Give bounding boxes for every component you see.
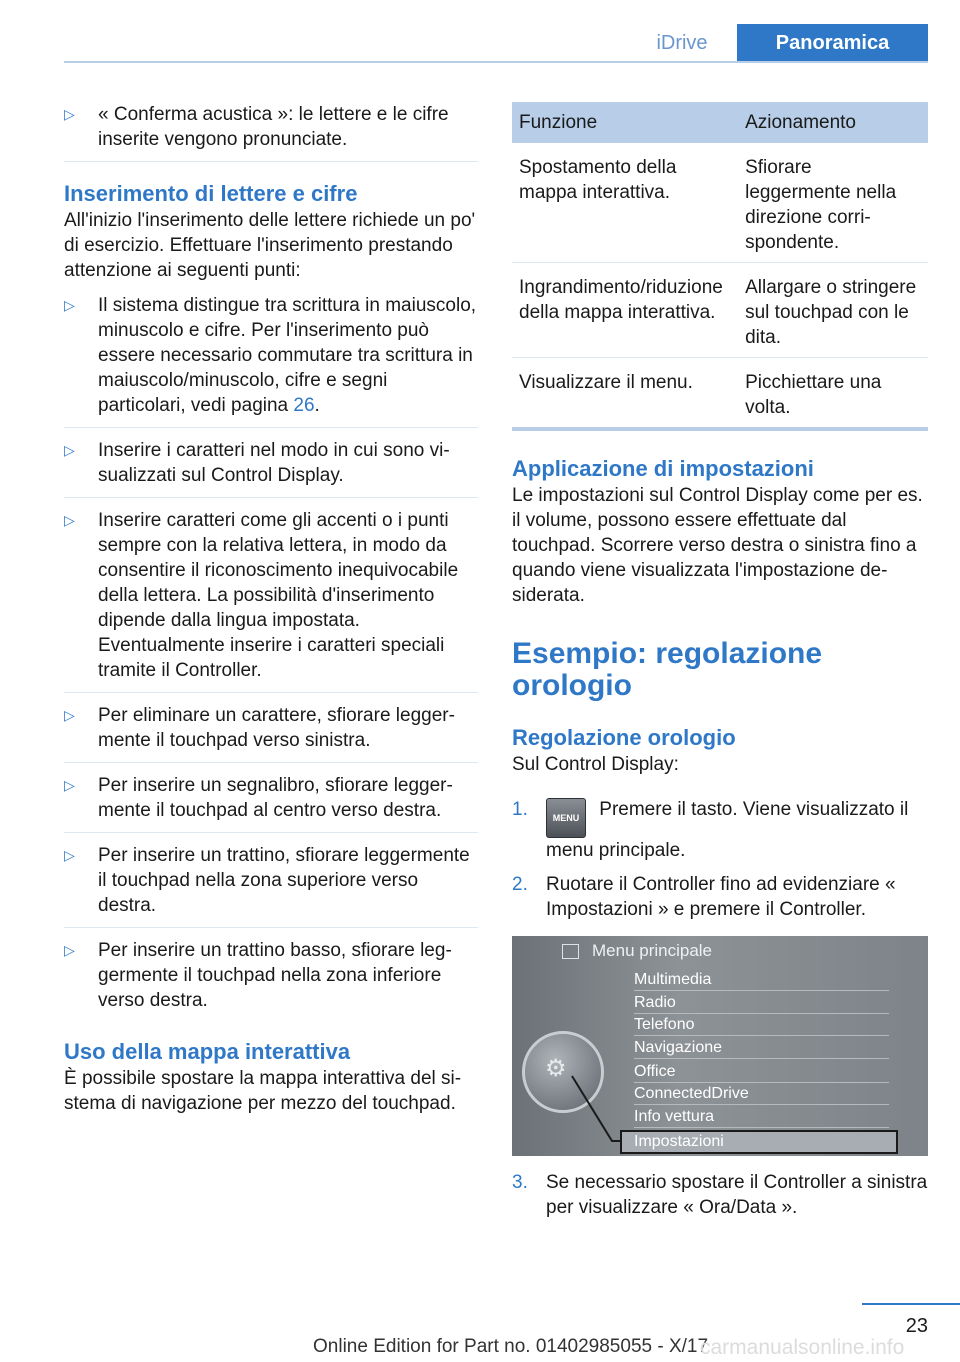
step-number: 1. [512,799,528,820]
bullet-text: « Conferma acustica »: le lettere e le cifre inserite vengono pronunciate. [98,104,449,150]
step-text: Se necessario spostare il Controller a sinistra per visualizzare « Ora/Data ». [546,1172,928,1218]
bullet-text: Il sistema distingue tra scrittura in maiuscolo, minuscolo e cifre. Per l'inserimento può essere necessario commutare tra scrittura in maiuscolo/minuscolo, cifre e segni particolari, vedi pagina 26. [98,295,477,416]
left-column [64,102,478,1116]
menu-item-impostazioni: Impostazioni [620,1130,898,1154]
table-row [512,263,928,358]
paragraph-mappa: È possibile spostare la mappa interattiva del sistema di navigazione per mezzo del touchpad. [64,1068,462,1114]
menu-item-info-vettura: Info vettura [634,1107,889,1128]
menu-item-office: Office [634,1062,889,1083]
bullet-text: Inserire caratteri come gli accenti o i punti sempre con la relativa lettera, in modo da consentire il riconoscimento inequivocabile della lettera. La possibilità d'inserimento dipende dalla lingua impostata. Eventualmente inserire i caratteri speciali tramite il Controller. [98,510,459,681]
table-cell: Allargare o stringere sul touchpad con le dita. [738,263,928,358]
bullet-marker-icon: ▷ [64,106,75,122]
menu-item-navigazione: Navigazione [634,1038,889,1059]
paragraph-applicazione: Le impostazioni sul Control Display come per es. il volume, possono essere effettuate dal touchpad. Scorrere verso destra o sinistra fino a quando viene visualizzata l'impostazione desiderata. [512,485,923,606]
paragraph-sul-control-display: Sul Control Display: [512,754,679,775]
bullet-marker-icon: ▷ [64,777,75,793]
step-text: Ruotare il Controller fino ad evidenziare « Impostazioni » e premere il Controller. [546,874,896,920]
page-link-26[interactable]: 26 [293,395,315,416]
bullet-text: Per eliminare un carattere, sfiorare leggermente il touchpad verso sinistra. [98,705,455,751]
table-cell: Picchiettare una volta. [738,358,928,430]
heading-regolazione: Regolazione orologio [512,725,736,750]
menu-item-connecteddrive: ConnectedDrive [634,1084,889,1105]
bullet-text: Per inserire un trattino, sfiorare leggermente il touchpad nella zona superiore verso destra. [98,845,470,916]
step-item [512,872,928,922]
function-table [512,102,928,431]
paragraph-inserimento: All'inizio l'inserimento delle lettere richiede un po' di esercizio. Effettuare l'inserimento prestando attenzione ai seguenti punti: [64,210,476,281]
step-item [512,797,928,863]
step-number: 3. [512,1172,528,1193]
menu-item-telefono: Telefono [634,1015,889,1036]
header-rule [64,61,928,63]
bullet-marker-icon: ▷ [64,942,75,958]
heading-esempio: Esempio: regolazione orologio [512,637,823,702]
bullet-item [64,293,478,428]
edition-note: Online Edition for Part no. 01402985055 - X/17 [313,1336,709,1357]
table-header-azionamento: Azionamento [738,102,928,143]
bullet-marker-icon: ▷ [64,847,75,863]
table-header-funzione: Funzione [512,102,738,143]
table-row [512,143,928,263]
bullet-marker-icon: ▷ [64,707,75,723]
menu-item-radio: Radio [634,993,889,1014]
watermark: carmanualsonline.info [700,1336,905,1359]
header-tab-panoramica: Panoramica [737,24,928,62]
table-cell: Sfiorare leggermente nella direzione corrispondente. [738,143,928,263]
bullet-item [64,843,478,928]
bullet-item [64,102,478,162]
heading-mappa: Uso della mappa interattiva [64,1039,351,1064]
step-number: 2. [512,874,528,895]
table-row [512,358,928,430]
footer-rule [862,1303,960,1305]
page-number: 23 [905,1315,928,1337]
bullet-item [64,508,478,693]
header-section-label: iDrive [656,32,708,54]
bullet-text: Per inserire un segnalibro, sfiorare leggermente il touchpad al centro verso destra. [98,775,453,821]
menu-screenshot [512,936,928,1156]
table-cell: Visualizzare il menu. [512,358,738,430]
bullet-item [64,938,478,1022]
step-text: Premere il tasto. Viene visualizzato il menu principale. [546,799,909,861]
menu-item-multimedia: Multimedia [634,970,889,991]
screenshot-title: Menu principale [592,941,713,960]
step-item [512,1170,928,1220]
bullet-text: Inserire i caratteri nel modo in cui sono visualizzati sul Control Display. [98,440,450,486]
bullet-text: Per inserire un trattino basso, sfiorare leggermente il touchpad nella zona inferiore verso destra. [98,940,452,1011]
bullet-marker-icon: ▷ [64,442,75,458]
bullet-marker-icon: ▷ [64,297,75,313]
bullet-item [64,773,478,833]
heading-inserimento: Inserimento di lettere e cifre [64,181,358,206]
bullet-item [64,438,478,498]
heading-applicazione: Applicazione di impostazioni [512,456,814,481]
menu-button-icon: MENU [546,798,586,838]
right-column [512,102,928,1229]
table-cell: Spostamento della mappa interattiva. [512,143,738,263]
bullet-item [64,703,478,763]
table-cell: Ingrandimento/riduzione della mappa interattiva. [512,263,738,358]
bullet-marker-icon: ▷ [64,512,75,528]
settings-gear-icon: ⚙ [545,1055,567,1082]
